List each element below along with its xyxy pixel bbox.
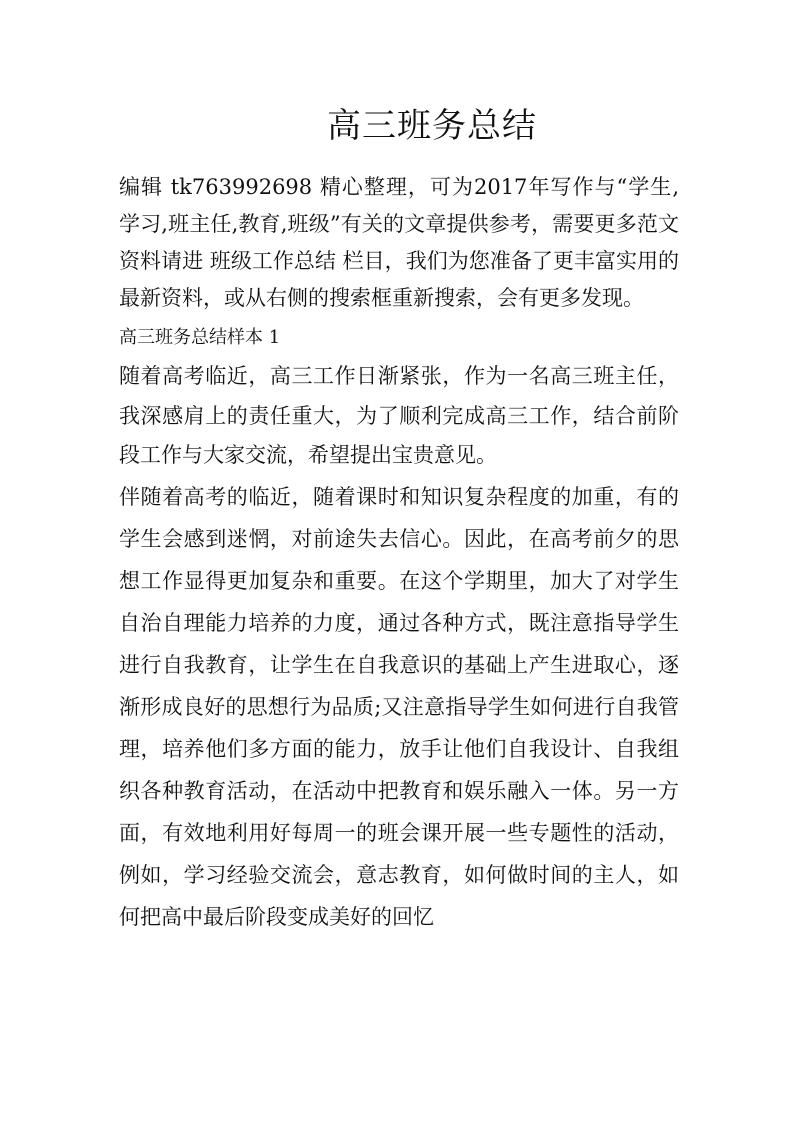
body-paragraphs <box>119 357 679 938</box>
body-paragraph-2: 伴随着高考的临近，随着课时和知识复杂程度的加重，有的学生会感到迷惘，对前途失去信心。因此，在高考前夕的思想工作显得更加复杂和重要。在这个学期里，加大了对学生自治自理能力培养的力度，通过各种方式，既注意指导学生进行自我教育，让学生在自我意识的基础上产生进取心，逐渐形成良好的思想行为品质;又注意指导学生如何进行自我管理，培养他们多方面的能力，放手让他们自我设计、自我组织各种教育活动，在活动中把教育和娱乐融入一体。另一方面，有效地利用好每周一的班会课开展一些专题性的活动，例如，学习经验交流会，意志教育，如何做时间的主人，如何把高中最后阶段变成美好的回忆 <box>119 484 679 929</box>
document-body <box>119 169 679 938</box>
document-title: 高三班务总结 <box>327 106 537 146</box>
intro-paragraph: 编辑 tk763992698 精心整理，可为2017年写作与“学生,学习,班主任,教育,班级”有关的文章提供参考，需要更多范文资料请进 班级工作总结 栏目，我们为您准备了更丰富实用的最新资料，或从右侧的搜索框重新搜索，会有更多发现。 <box>119 175 679 310</box>
body-paragraph-1: 随着高考临近，高三工作日渐紧张，作为一名高三班主任，我深感肩上的责任重大，为了顺利完成高三工作，结合前阶段工作与大家交流，希望提出宝贵意见。 <box>119 364 679 467</box>
sample-heading: 高三班务总结样本 1 <box>119 327 281 348</box>
